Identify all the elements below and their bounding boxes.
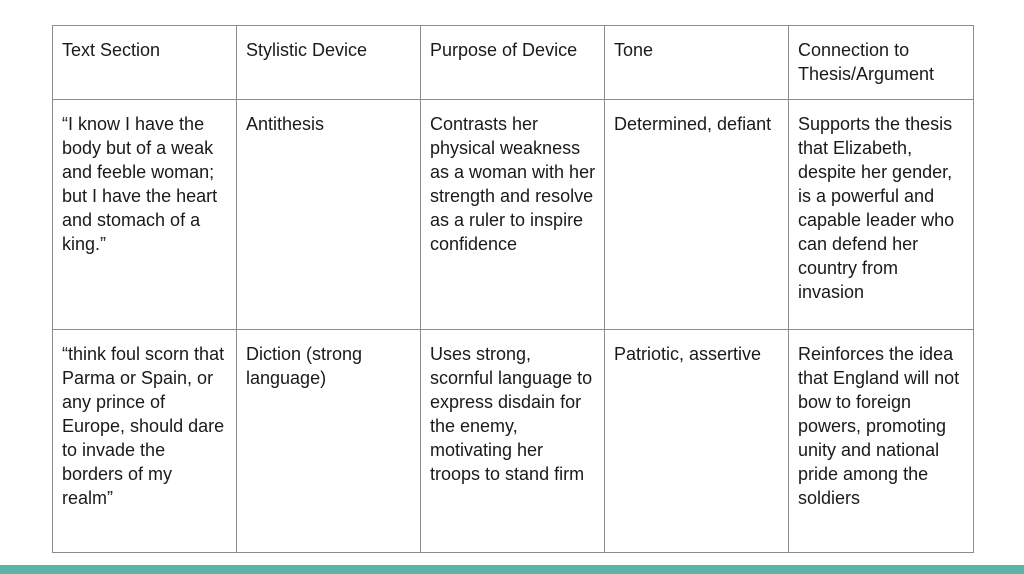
header-cell-text-section: Text Section bbox=[53, 26, 237, 100]
rhetorical-analysis-table bbox=[52, 25, 974, 553]
header-cell-connection-to-thesis: Connection to Thesis/Argument bbox=[789, 26, 974, 100]
header-cell-purpose-of-device: Purpose of Device bbox=[421, 26, 605, 100]
accent-bar bbox=[0, 565, 1024, 574]
cell-text-section: “I know I have the body but of a weak and feeble woman; but I have the heart and stomach of a king.” bbox=[53, 100, 237, 330]
table-row bbox=[53, 330, 974, 553]
cell-stylistic-device: Diction (strong language) bbox=[237, 330, 421, 553]
cell-purpose-of-device: Uses strong, scornful language to express disdain for the enemy, motivating her troops to stand firm bbox=[421, 330, 605, 553]
cell-text-section: “think foul scorn that Parma or Spain, or any prince of Europe, should dare to invade the borders of my realm” bbox=[53, 330, 237, 553]
cell-connection-to-thesis: Reinforces the idea that England will not bow to foreign powers, promoting unity and national pride among the soldiers bbox=[789, 330, 974, 553]
header-cell-tone: Tone bbox=[605, 26, 789, 100]
header-cell-stylistic-device: Stylistic Device bbox=[237, 26, 421, 100]
cell-connection-to-thesis: Supports the thesis that Elizabeth, despite her gender, is a powerful and capable leader who can defend her country from invasion bbox=[789, 100, 974, 330]
cell-purpose-of-device: Contrasts her physical weakness as a woman with her strength and resolve as a ruler to inspire confidence bbox=[421, 100, 605, 330]
cell-stylistic-device: Antithesis bbox=[237, 100, 421, 330]
cell-tone: Patriotic, assertive bbox=[605, 330, 789, 553]
cell-tone: Determined, defiant bbox=[605, 100, 789, 330]
table-row bbox=[53, 100, 974, 330]
table-header-row bbox=[53, 26, 974, 100]
